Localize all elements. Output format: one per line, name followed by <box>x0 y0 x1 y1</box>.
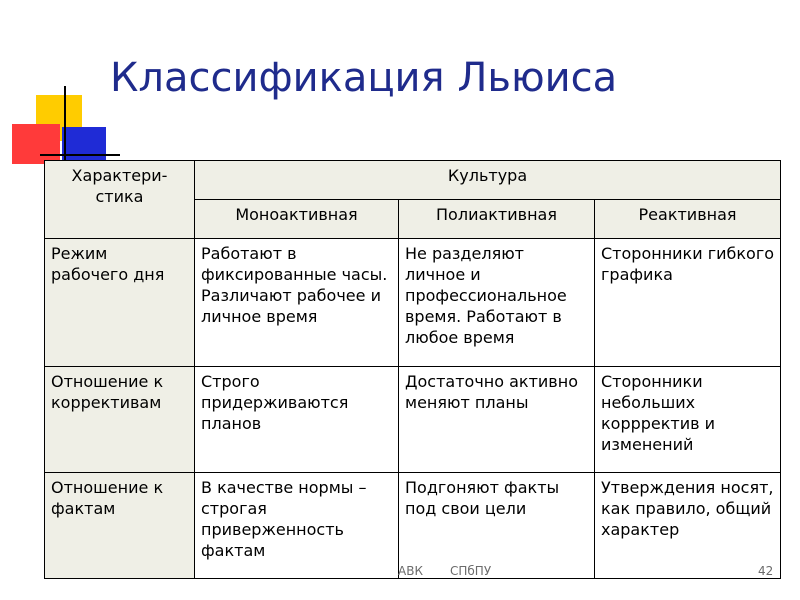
table-header-row <box>45 161 781 200</box>
column-header: Моноактивная <box>195 200 399 239</box>
table-cell: В качестве нормы – строгая приверженность фактам <box>195 473 399 579</box>
table-row <box>45 367 781 473</box>
row-header: Отношение к фактам <box>45 473 195 579</box>
table-cell: Работают в фиксированные часы. Различают рабочее и личное время <box>195 239 399 367</box>
table-cell: Достаточно активно меняют планы <box>399 367 595 473</box>
table-row <box>45 473 781 579</box>
row-header: Отношение к коррективам <box>45 367 195 473</box>
classification-table <box>44 160 781 579</box>
column-header: Полиактивная <box>399 200 595 239</box>
corner-header: Характери-стика <box>45 161 195 239</box>
table-cell: Утверждения носят, как правило, общий характер <box>595 473 781 579</box>
decor-red-square <box>12 124 60 164</box>
table-cell: Не разделяют личное и профессиональное время. Работают в любое время <box>399 239 595 367</box>
table-row <box>45 239 781 367</box>
footer-author: АВК <box>398 564 423 578</box>
table-cell: Подгоняют факты под свои цели <box>399 473 595 579</box>
footer-institution: СПбПУ <box>450 564 492 578</box>
table-cell: Сторонники гибкого графика <box>595 239 781 367</box>
row-header: Режим рабочего дня <box>45 239 195 367</box>
column-header: Реактивная <box>595 200 781 239</box>
table-cell: Строго придерживаются планов <box>195 367 399 473</box>
culture-group-header: Культура <box>195 161 781 200</box>
page-number: 42 <box>758 564 774 578</box>
page-title: Классификация Льюиса <box>110 55 618 101</box>
table-cell: Сторонники небольших коррректив и изменений <box>595 367 781 473</box>
decor-horizontal-line <box>40 154 120 156</box>
